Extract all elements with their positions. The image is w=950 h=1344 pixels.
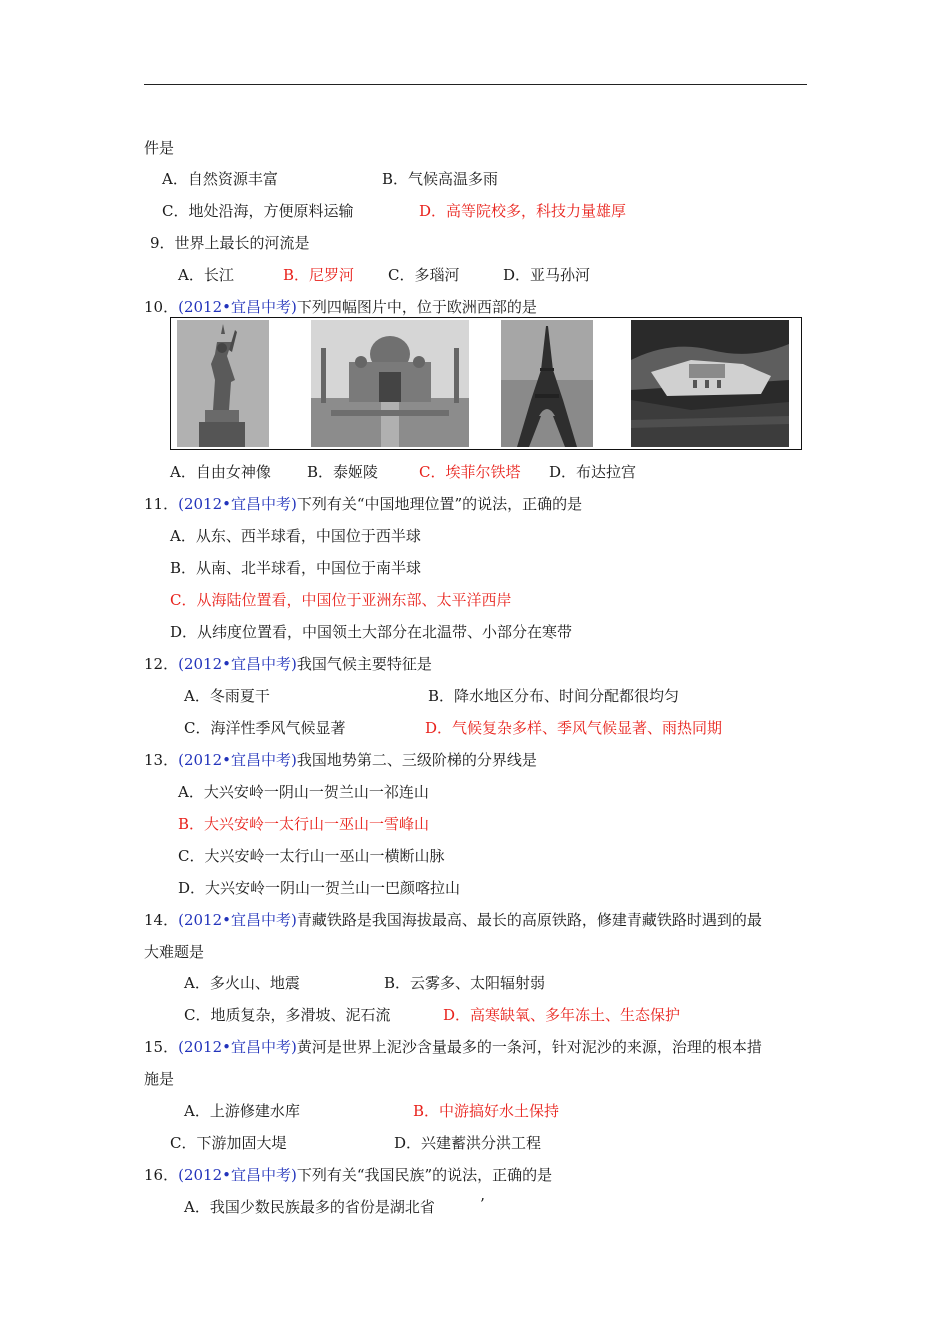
q10-option-b: B．泰姬陵 bbox=[307, 463, 379, 481]
q11-option-c-answer: C．从海陆位置看，中国位于亚洲东部、太平洋西岸 bbox=[170, 591, 512, 609]
landmark-photos bbox=[170, 317, 802, 450]
q13-source: (2012•宜昌中考) bbox=[178, 751, 297, 769]
q11-option-d: D．从纬度位置看，中国领土大部分在北温带、小部分在寒带 bbox=[170, 623, 573, 641]
q10-number: 10． bbox=[144, 298, 179, 316]
q14-stem-continued: 大难题是 bbox=[144, 943, 205, 961]
q11-text: 下列有关“中国地理位置”的说法，正确的是 bbox=[296, 495, 583, 513]
q9-option-b-answer: B．尼罗河 bbox=[283, 266, 355, 284]
q11-option-a: A．从东、西半球看，中国位于西半球 bbox=[170, 527, 421, 545]
q15-source: (2012•宜昌中考) bbox=[178, 1038, 297, 1056]
q9-option-d: D．亚马孙河 bbox=[503, 266, 591, 284]
q16-text: 下列有关“我国民族”的说法，正确的是 bbox=[296, 1166, 553, 1184]
q9-stem: 9．世界上最长的河流是 bbox=[150, 234, 310, 252]
q15-option-a: A．上游修建水库 bbox=[184, 1102, 300, 1120]
q15-stem bbox=[144, 1037, 762, 1057]
q10-text: 下列四幅图片中，位于欧洲西部的是 bbox=[296, 298, 537, 316]
statue-of-liberty-photo bbox=[177, 320, 269, 447]
q15-text: 黄河是世界上泥沙含量最多的一条河，针对泥沙的来源，治理的根本措 bbox=[296, 1038, 762, 1056]
q11-option-b: B．从南、北半球看，中国位于南半球 bbox=[170, 559, 422, 577]
q16-source: (2012•宜昌中考) bbox=[178, 1166, 297, 1184]
q8-option-d-answer: D．高等院校多，科技力量雄厚 bbox=[419, 202, 627, 220]
q12-number: 12． bbox=[144, 655, 179, 673]
q13-option-d: D．大兴安岭一阴山一贺兰山一巴颜喀拉山 bbox=[178, 879, 461, 897]
q9-option-c: C．多瑙河 bbox=[388, 266, 460, 284]
q13-option-a: A．大兴安岭一阴山一贺兰山一祁连山 bbox=[178, 783, 429, 801]
q14-option-c: C．地质复杂，多滑坡、泥石流 bbox=[184, 1006, 391, 1024]
q16-stem bbox=[144, 1165, 552, 1185]
potala-palace-photo bbox=[631, 320, 789, 447]
q15-number: 15． bbox=[144, 1038, 179, 1056]
q12-option-c: C．海洋性季风气候显著 bbox=[184, 719, 346, 737]
q10-source: (2012•宜昌中考) bbox=[178, 298, 297, 316]
q10-option-c-answer: C．埃菲尔铁塔 bbox=[419, 463, 521, 481]
q13-option-c: C．大兴安岭一太行山一巫山一横断山脉 bbox=[178, 847, 445, 865]
q8-option-c: C．地处沿海，方便原料运输 bbox=[162, 202, 354, 220]
q13-text: 我国地势第二、三级阶梯的分界线是 bbox=[296, 751, 537, 769]
q10-option-d: D．布达拉宫 bbox=[549, 463, 637, 481]
stray-mark: ’ bbox=[480, 1195, 485, 1213]
q15-option-b-answer: B．中游搞好水土保持 bbox=[413, 1102, 560, 1120]
q14-number: 14． bbox=[144, 911, 179, 929]
q14-option-a: A．多火山、地震 bbox=[184, 974, 300, 992]
q13-option-b-answer: B．大兴安岭一太行山一巫山一雪峰山 bbox=[178, 815, 430, 833]
q10-stem bbox=[144, 297, 537, 317]
q14-source: (2012•宜昌中考) bbox=[178, 911, 297, 929]
q9-option-a: A．长江 bbox=[178, 266, 234, 284]
q8-option-a: A．自然资源丰富 bbox=[162, 170, 278, 188]
continued-text: 件是 bbox=[144, 139, 175, 157]
q11-source: (2012•宜昌中考) bbox=[178, 495, 297, 513]
q11-stem bbox=[144, 494, 582, 514]
q8-option-b: B．气候高温多雨 bbox=[382, 170, 499, 188]
q12-stem bbox=[144, 654, 432, 674]
q12-source: (2012•宜昌中考) bbox=[178, 655, 297, 673]
header-rule bbox=[144, 84, 807, 85]
q11-number: 11． bbox=[144, 495, 179, 513]
q15-option-d: D．兴建蓄洪分洪工程 bbox=[394, 1134, 542, 1152]
q13-number: 13． bbox=[144, 751, 179, 769]
q13-stem bbox=[144, 750, 537, 770]
q12-option-a: A．冬雨夏干 bbox=[184, 687, 270, 705]
q12-option-b: B．降水地区分布、时间分配都很均匀 bbox=[428, 687, 680, 705]
q10-option-a: A．自由女神像 bbox=[170, 463, 271, 481]
q14-option-b: B．云雾多、太阳辐射弱 bbox=[384, 974, 546, 992]
taj-mahal-photo bbox=[311, 320, 469, 447]
q15-option-c: C．下游加固大堤 bbox=[170, 1134, 287, 1152]
q16-option-a: A．我国少数民族最多的省份是湖北省 bbox=[184, 1198, 435, 1216]
q12-text: 我国气候主要特征是 bbox=[296, 655, 432, 673]
eiffel-tower-photo bbox=[501, 320, 593, 447]
q16-number: 16． bbox=[144, 1166, 179, 1184]
q12-option-d-answer: D．气候复杂多样、季风气候显著、雨热同期 bbox=[425, 719, 723, 737]
q14-option-d-answer: D．高寒缺氧、多年冻土、生态保护 bbox=[443, 1006, 681, 1024]
q14-stem bbox=[144, 910, 762, 930]
q15-stem-continued: 施是 bbox=[144, 1070, 175, 1088]
q14-text: 青藏铁路是我国海拔最高、最长的高原铁路，修建青藏铁路时遇到的最 bbox=[296, 911, 762, 929]
